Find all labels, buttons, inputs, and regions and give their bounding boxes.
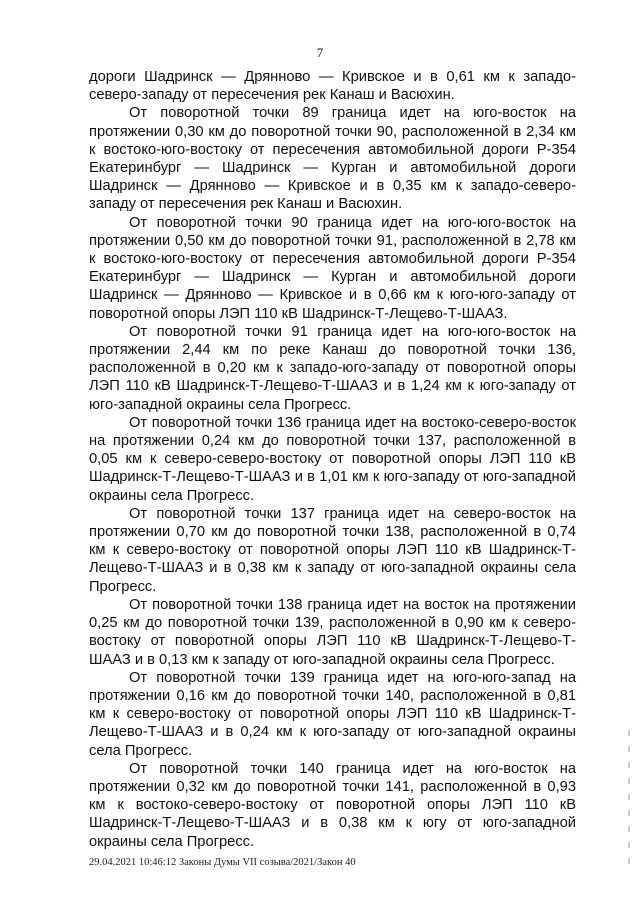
paragraph-continuation: дороги Шадринск — Дрянново — Кривское и в 0,61 км к западо-северо-западу от пересечения рек Канаш и Васюхин. (89, 69, 576, 104)
margin-scan-marks (626, 730, 632, 900)
paragraph-point-139: От поворотной точки 139 граница идет на юго-юго-запад на протяжении 0,16 км до поворотной точки 140, расположенной в 0,81 км к северо-востоку от поворотной опоры ЛЭП 110 кВ Шадринск-Т-Лещево-Т-ШААЗ и в 0,24 км к юго-западу от юго-западной окраины села Прогресс. (89, 669, 576, 759)
paragraph-point-90: От поворотной точки 90 граница идет на юго-юго-восток на протяжении 0,50 км до поворотной точки 91, расположенной в 2,78 км к востоко-юго-востоку от пересечения автомобильной дороги Р-354 Екатеринбург — Шадринск — Курган и автомобильной дороги Шадринск — Дрянново — Кривское и в 0,66 км к юго-юго-западу от поворотной опоры ЛЭП 110 кВ Шадринск-Т-Лещево-Т-ШААЗ. (89, 214, 576, 322)
paragraph-point-140: От поворотной точки 140 граница идет на юго-восток на протяжении 0,32 км до поворотной точки 141, расположенной в 0,93 км к востоко-северо-востоку от поворотной опоры ЛЭП 110 кВ Шадринск-Т-Лещево-Т-ШААЗ и в 0,38 км к югу от юго-западной окраины села Прогресс. (89, 760, 576, 850)
paragraph-point-91: От поворотной точки 91 граница идет на юго-юго-восток на протяжении 2,44 км по реке Канаш до поворотной точки 136, расположенной в 0,20 км к западо-юго-западу от поворотной опоры ЛЭП 110 кВ Шадринск-Т-Лещево-Т-ШААЗ и в 1,24 км к юго-западу от юго-западной окраины села Прогресс. (89, 323, 576, 413)
paragraph-point-89: От поворотной точки 89 граница идет на юго-восток на протяжении 0,30 км до поворотной точки 90, расположенной в 2,34 км к востоко-юго-востоку от пересечения автомобильной дороги Р-354 Екатеринбург — Шадринск — Курган и автомобильной дороги Шадринск — Дрянново — Кривское и в 0,35 км к западо-северо-западу от пересечения рек Канаш и Васюхин. (89, 105, 576, 213)
document-body (89, 68, 576, 851)
page-number: 7 (316, 45, 324, 60)
paragraph-point-138: От поворотной точки 138 граница идет на восток на протяжении 0,25 км до поворотной точки 139, расположенной в 0,90 км к северо-востоку от поворотной опоры ЛЭП 110 кВ Шадринск-Т-Лещево-Т-ШААЗ и в 0,13 км к западу от юго-западной окраины села Прогресс. (89, 596, 576, 668)
paragraph-point-137: От поворотной точки 137 граница идет на северо-восток на протяжении 0,70 км до поворотной точки 138, расположенной в 0,74 км к северо-востоку от поворотной опоры ЛЭП 110 кВ Шадринск-Т-Лещево-Т-ШААЗ и в 0,38 км к западу от юго-западной окраины села Прогресс. (89, 505, 576, 595)
paragraph-point-136: От поворотной точки 136 граница идет на востоко-северо-восток на протяжении 0,24 км до поворотной точки 137, расположенной в 0,05 км к северо-северо-востоку от поворотной опоры ЛЭП 110 кВ Шадринск-Т-Лещево-Т-ШААЗ и в 1,01 км к юго-западу от юго-западной окраины села Прогресс. (89, 414, 576, 504)
document-footer: 29.04.2021 10:46:12 Законы Думы VII созыва/2021/Закон 40 (89, 857, 356, 868)
